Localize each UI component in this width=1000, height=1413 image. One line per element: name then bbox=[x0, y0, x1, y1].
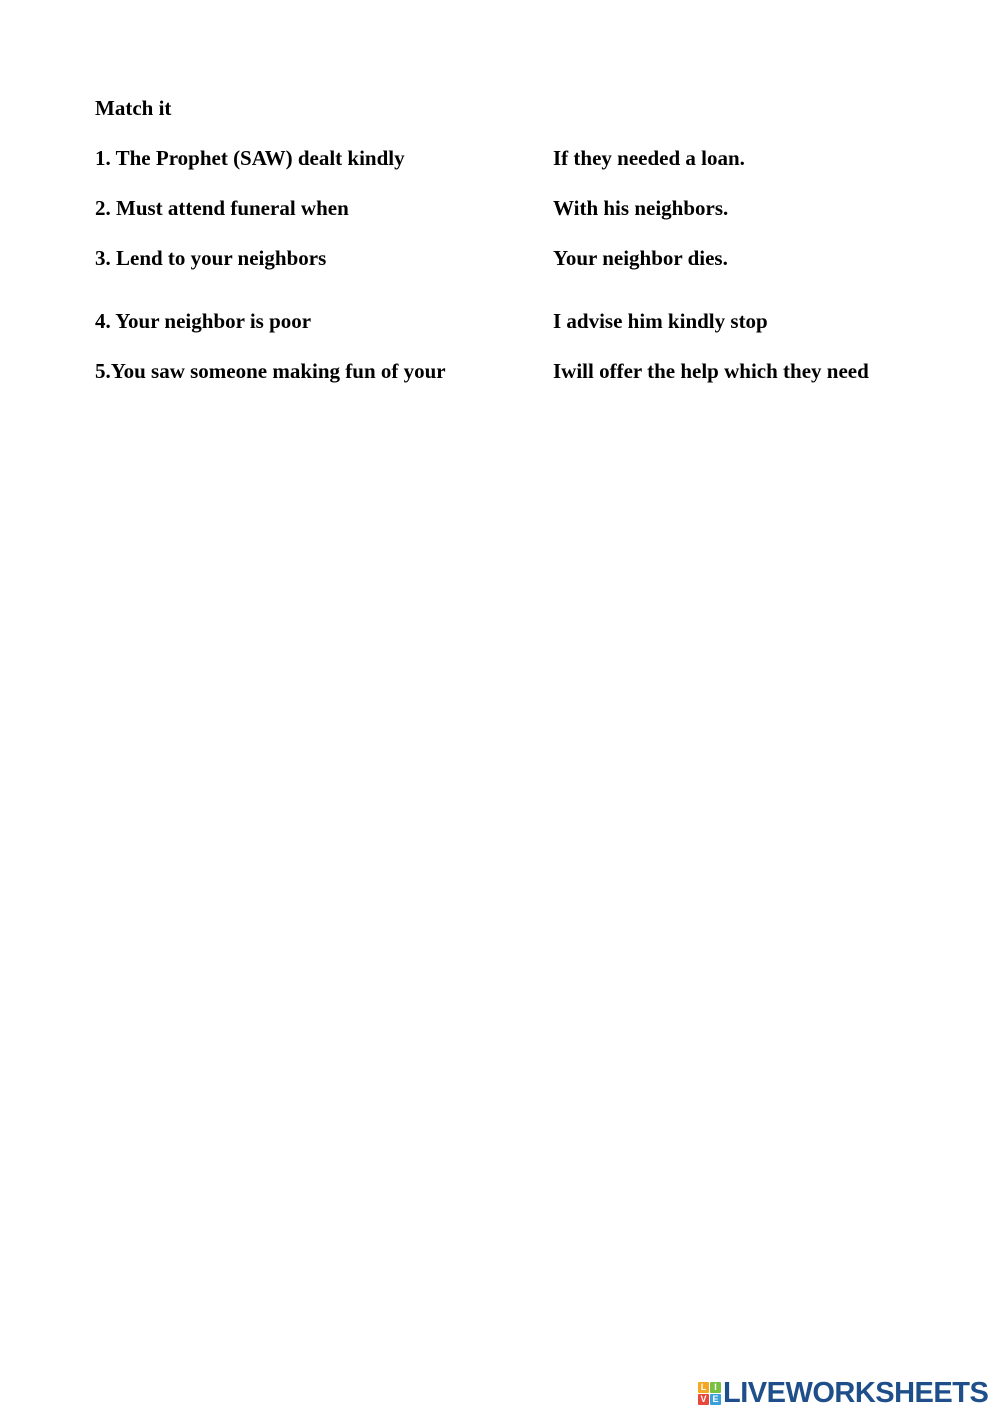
logo-mark-e: E bbox=[710, 1394, 721, 1405]
worksheet-title: Match it bbox=[95, 96, 172, 120]
match-row-2 bbox=[95, 195, 955, 221]
match-row-1 bbox=[95, 145, 955, 171]
match-row-5 bbox=[95, 358, 955, 384]
liveworksheets-logo bbox=[698, 1378, 988, 1408]
match-answer-3: Your neighbor dies. bbox=[553, 246, 728, 270]
match-prompt-5: 5.You saw someone making fun of your bbox=[95, 359, 446, 383]
logo-wordmark: LIVEWORKSHEETS bbox=[723, 1377, 989, 1409]
match-row-3 bbox=[95, 245, 955, 271]
match-answer-5: Iwill offer the help which they need bbox=[553, 359, 869, 383]
match-prompt-4: 4. Your neighbor is poor bbox=[95, 309, 312, 333]
match-answer-2: With his neighbors. bbox=[553, 196, 729, 220]
logo-mark-v: V bbox=[698, 1394, 709, 1405]
match-answer-1: If they needed a loan. bbox=[553, 146, 745, 170]
logo-mark-i: I bbox=[710, 1382, 721, 1393]
logo-mark-l: L bbox=[698, 1382, 709, 1393]
live-logo-icon bbox=[698, 1382, 721, 1405]
match-prompt-2: 2. Must attend funeral when bbox=[95, 196, 349, 220]
match-prompt-1: 1. The Prophet (SAW) dealt kindly bbox=[95, 146, 405, 170]
match-row-4 bbox=[95, 308, 955, 334]
match-prompt-3: 3. Lend to your neighbors bbox=[95, 246, 327, 270]
match-answer-4: I advise him kindly stop bbox=[553, 309, 768, 333]
